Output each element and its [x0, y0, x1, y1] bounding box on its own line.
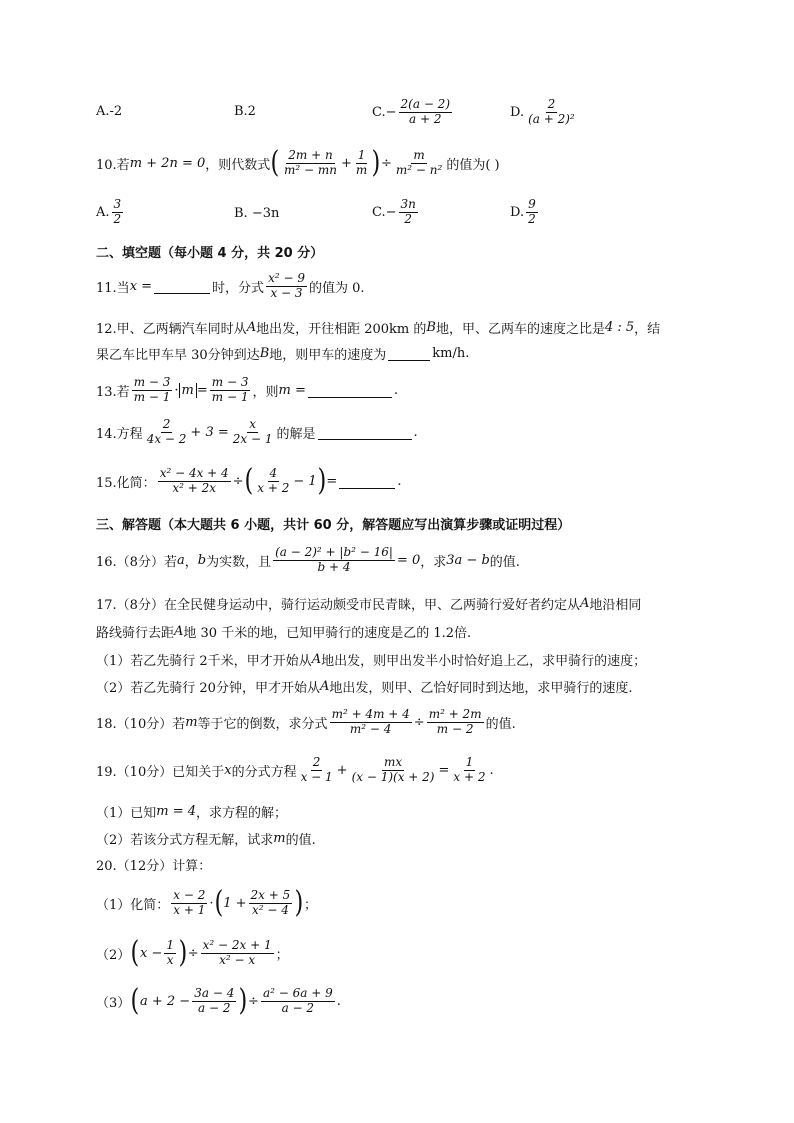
q19-end: .	[489, 762, 494, 778]
q19-fraction-3	[451, 756, 487, 785]
fraction-denominator: m	[355, 162, 368, 177]
q18-mid: 等于它的倒数，求分式	[197, 716, 328, 732]
q19-eq: =	[438, 762, 450, 778]
q19-var-x: x	[224, 762, 232, 778]
q17-text-c: 路线骑行去距	[96, 626, 175, 641]
q19-fraction-2	[350, 756, 437, 785]
left-paren: (	[130, 935, 140, 970]
fraction-denominator: 2	[113, 211, 122, 226]
fraction-denominator: a − 2	[198, 1000, 231, 1015]
q10-option-c-sign: −	[385, 204, 397, 220]
q20-part-2-x: x −	[140, 945, 163, 961]
fraction-numerator: 2(a − 2)	[400, 97, 451, 111]
q15-fraction-2	[255, 467, 291, 496]
q17-text-b: 地沿相同	[589, 598, 642, 613]
q9-option-b-text: B.2	[234, 104, 256, 119]
q20-part-1-fraction-2	[249, 889, 293, 918]
q11-mid: 时，分式	[212, 280, 265, 296]
q16-mid: 为实数，且	[206, 554, 272, 570]
question-12-line-2	[96, 344, 469, 363]
q15-eq: =	[326, 473, 338, 489]
question-19-part-2	[96, 829, 316, 848]
q12-text-e: 果乙车比甲车早 30分钟到达	[96, 348, 260, 363]
fraction-numerator: m² + 4m + 4	[331, 707, 410, 721]
q20-part-3-fraction-2	[261, 987, 335, 1016]
q18-tail: 的值.	[485, 716, 516, 732]
question-17-part-2	[96, 677, 632, 696]
q11-fraction	[266, 272, 307, 301]
q17-text-d: 地 30 千米的地，已知甲骑行的速度是乙的 1.2倍.	[183, 626, 472, 641]
fraction-numerator: mx	[383, 755, 403, 769]
fraction-denominator: x + 2	[257, 480, 290, 495]
question-15	[96, 463, 402, 498]
q17-point-a: A	[579, 596, 590, 611]
q10-mid: ，则代数式	[205, 157, 271, 173]
q16-tail: ，求	[420, 554, 447, 570]
q20-part-3-divide: ÷	[248, 993, 259, 1009]
fraction-denominator: m − 1	[211, 389, 249, 404]
fraction-numerator: 9	[528, 197, 536, 211]
answer-blank[interactable]	[339, 474, 395, 489]
q10-plus: +	[340, 155, 352, 171]
q9-option-b	[234, 104, 256, 119]
q10-option-a-label: A.	[96, 204, 110, 220]
fraction-numerator: 2m + n	[288, 147, 333, 162]
fraction-denominator: x² + 2x	[172, 480, 217, 495]
q20-part-1-fraction-1	[171, 889, 207, 918]
q17-point-a-4: A	[319, 679, 330, 694]
fraction-numerator: 2	[312, 755, 321, 769]
q19-plus: +	[336, 762, 348, 778]
fraction-numerator: 3	[113, 197, 122, 211]
fraction-numerator: a² − 6a + 9	[262, 985, 333, 1000]
fraction-denominator: (a + 2)²	[528, 111, 575, 126]
q10-option-c-fraction	[399, 198, 418, 227]
q9-option-a-text: A.-2	[96, 104, 123, 119]
q15-divide: ÷	[232, 473, 244, 489]
q20-part-1-one: 1 +	[223, 895, 247, 911]
q16-eq: = 0	[396, 552, 421, 568]
question-12-line-1	[96, 318, 660, 337]
q20-part-1-dot: ·	[209, 895, 214, 911]
fraction-numerator: 2x + 5	[250, 887, 291, 902]
fraction-denominator: x − 3	[270, 285, 303, 300]
q9-option-c-fraction	[399, 98, 452, 127]
q11-lead: 11.当	[96, 280, 130, 296]
fraction-denominator: (x − 1)(x + 2)	[351, 769, 435, 784]
answer-blank[interactable]	[308, 383, 392, 398]
question-20-part-2	[96, 935, 289, 970]
q20-part-3-a: a + 2 −	[140, 993, 191, 1009]
q20-part-3-lead: （3）	[96, 995, 131, 1011]
q10-tail: 的值为( )	[446, 157, 500, 173]
q10-fraction-3	[394, 149, 444, 178]
q12-text-b: 地出发，开往相距 200km 的	[256, 322, 427, 337]
q20-part-1-lead: （1）化简：	[96, 897, 170, 913]
q20-part-3-end: .	[336, 993, 341, 1009]
question-19-part-1	[96, 802, 287, 821]
q11-tail: 的值为 0.	[308, 280, 365, 296]
right-paren: )	[238, 983, 248, 1018]
q9-option-a	[96, 104, 122, 119]
fraction-denominator: x² − x	[219, 952, 256, 967]
question-20-part-1	[96, 885, 317, 920]
q12-text-f: 地，则甲车的速度为	[269, 348, 387, 363]
q19-var-m: m	[273, 831, 286, 846]
right-paren: )	[317, 463, 326, 498]
answer-blank[interactable]	[318, 425, 412, 440]
q14-tail: 的解是	[276, 426, 316, 442]
fraction-numerator: m	[413, 147, 425, 162]
q17-point-a-3: A	[311, 652, 322, 667]
q17-part-1-a: （1）若乙先骑行 2千米，甲才开始从	[96, 654, 312, 669]
right-paren: )	[178, 935, 188, 970]
q16-expr: 3a − b	[446, 552, 490, 568]
q9-option-d-label: D.	[510, 104, 525, 120]
fraction-denominator: b + 4	[317, 559, 351, 574]
answer-blank[interactable]	[388, 346, 430, 361]
q10-option-c	[372, 198, 420, 227]
fraction-numerator: x	[249, 417, 256, 431]
q19-part-1-cond: m = 4	[156, 804, 197, 819]
question-20-part-3	[96, 983, 341, 1018]
fraction-denominator: m² − 4	[349, 721, 392, 736]
q9-option-c-label: C.	[372, 104, 386, 120]
fraction-numerator: 3n	[400, 197, 416, 211]
q10-option-b-text: B. −3n	[234, 206, 280, 221]
question-11	[96, 272, 365, 301]
question-19	[96, 756, 494, 785]
fraction-numerator: 2	[547, 97, 556, 111]
fraction-denominator: a − 2	[281, 1000, 315, 1015]
q10-fraction-2	[354, 149, 369, 178]
fraction-denominator: m² − mn	[283, 162, 337, 177]
fraction-denominator: x	[166, 952, 174, 967]
q12-ratio: 4 : 5	[604, 320, 635, 335]
q20-part-1-end: ；	[303, 897, 317, 913]
fraction-numerator: 3a − 4	[194, 985, 235, 1000]
q10-lead: 10.若	[96, 157, 130, 173]
q13-var: m =	[278, 382, 306, 398]
q11-var: x =	[129, 278, 153, 294]
q12-point-b: B	[426, 320, 436, 335]
fraction-denominator: 4x − 2	[146, 431, 187, 446]
fraction-denominator: m − 2	[436, 721, 474, 736]
question-17-part-1	[96, 650, 646, 669]
q13-mid: ，则	[252, 384, 279, 400]
q10-fraction-1	[282, 149, 339, 178]
q17-part-2-a: （2）若乙先骑行 20分钟，甲才开始从	[96, 681, 320, 696]
q18-fraction-2	[427, 708, 484, 737]
q13-tail: .	[393, 382, 398, 398]
left-paren: (	[270, 145, 280, 180]
left-paren: (	[130, 983, 140, 1018]
q15-lead: 15.化简：	[96, 475, 156, 491]
q16-var-b: b	[197, 552, 207, 568]
q10-option-c-label: C.	[372, 204, 386, 220]
fraction-denominator: x + 1	[173, 902, 206, 917]
q19-lead: 19.（10分）已知关于	[96, 764, 225, 780]
fraction-numerator: m − 3	[133, 375, 171, 389]
q17-part-1-b: 地出发，则甲出发半小时恰好追上乙，求甲骑行的速度；	[321, 654, 647, 669]
fraction-denominator: 2x − 1	[232, 431, 273, 446]
q12-point-b-2: B	[259, 346, 270, 361]
q10-option-a-fraction	[112, 198, 124, 227]
section-3-heading: 三、解答题（本大题共 6 小题，共计 60 分，解答题应写出演算步骤或证明过程）	[96, 518, 571, 533]
q12-point-a: A	[246, 320, 257, 335]
section-2-heading: 二、填空题（每小题 4 分，共 20 分）	[96, 246, 324, 261]
q9-option-c-sign: −	[385, 104, 397, 120]
q14-end: .	[413, 424, 418, 440]
left-paren: (	[244, 463, 253, 498]
question-17-line-1	[96, 594, 641, 613]
fraction-numerator: 1	[357, 147, 366, 162]
question-17-line-2	[96, 622, 471, 641]
q12-text-a: 12.甲、乙两辆汽车同时从	[96, 322, 247, 337]
q18-divide: ÷	[413, 714, 425, 730]
q12-text-d: ，结	[634, 322, 661, 337]
q17-part-2-b: 地出发，则甲、乙恰好同时到达地，求甲骑行的速度.	[329, 681, 633, 696]
q20-part-3-fraction-1	[192, 987, 236, 1016]
q10-option-d	[510, 198, 540, 227]
fraction-numerator: x² − 2x + 1	[202, 937, 272, 952]
fraction-numerator: 4	[269, 465, 278, 480]
question-16	[96, 546, 520, 575]
q9-option-c	[372, 98, 454, 127]
q13-abs-value: m	[179, 383, 197, 398]
q19-part-2-a: （2）若该分式方程无解，试求	[96, 833, 274, 848]
q15-end: .	[397, 473, 402, 489]
fraction-numerator: m − 3	[211, 375, 249, 389]
q13-eq: =	[196, 382, 208, 398]
fraction-denominator: 2	[528, 211, 536, 226]
q10-condition: m + 2n = 0	[129, 155, 206, 171]
q9-option-d	[510, 98, 579, 127]
q20-part-2-fraction-2	[201, 939, 274, 968]
q20-part-2-divide: ÷	[187, 945, 199, 961]
fraction-denominator: x + 2	[453, 769, 486, 784]
question-14	[96, 418, 418, 447]
q15-fraction-1	[158, 467, 231, 496]
q12-unit: km/h.	[432, 346, 470, 361]
question-18	[96, 708, 516, 737]
fraction-denominator: x − 1	[300, 769, 333, 784]
q16-var-a: a	[176, 552, 185, 568]
q15-minus-one: − 1	[293, 473, 317, 489]
q17-text-a: 17.（8分）在全民健身运动中，骑行运动颇受市民青睐，甲、乙两骑行爱好者约定从	[96, 598, 580, 613]
fraction-denominator: a + 2	[409, 111, 442, 126]
q13-dot: ·	[174, 382, 179, 398]
q16-end: 的值.	[489, 554, 520, 570]
q12-text-c: 地，甲、乙两车的速度之比是	[435, 322, 605, 337]
q16-comma: ，	[184, 554, 198, 570]
fraction-denominator: m² − n²	[395, 162, 443, 177]
q14-fraction-2	[231, 418, 275, 447]
q14-mid: + 3 =	[190, 424, 229, 440]
fraction-numerator: 1	[166, 937, 174, 952]
right-paren: )	[294, 885, 304, 920]
question-20: 20.（12分）计算：	[96, 859, 212, 874]
fraction-numerator: 2	[162, 417, 171, 431]
q14-fraction-1	[145, 418, 189, 447]
q20-part-2-fraction-1	[164, 939, 176, 968]
q10-option-b	[234, 206, 279, 221]
q13-lead: 13.若	[96, 384, 130, 400]
q19-part-2-b: 的值.	[285, 833, 316, 848]
right-paren: )	[371, 145, 381, 180]
fraction-numerator: (a − 2)² + |b² − 16|	[275, 545, 393, 559]
q10-option-d-fraction	[526, 198, 538, 227]
left-paren: (	[213, 885, 223, 920]
q16-fraction	[273, 546, 395, 575]
q10-divide: ÷	[380, 155, 392, 171]
question-10	[96, 145, 500, 180]
fraction-numerator: 1	[465, 755, 474, 769]
fraction-denominator: x² − 4	[251, 902, 289, 917]
q17-point-a-2: A	[174, 624, 184, 639]
fraction-numerator: x² − 9	[268, 271, 305, 285]
q14-lead: 14.方程	[96, 426, 143, 442]
fraction-numerator: x − 2	[173, 887, 206, 902]
q20-part-2-lead: （2）	[96, 947, 131, 963]
q13-fraction-2	[210, 376, 251, 405]
q16-lead: 16.（8分）若	[96, 554, 177, 570]
q9-option-d-fraction	[526, 98, 577, 127]
q19-part-1-a: （1）已知	[96, 806, 157, 821]
q18-fraction-1	[330, 708, 412, 737]
q18-lead: 18.（10分）若	[96, 716, 186, 732]
q18-var-m: m	[185, 714, 198, 730]
q19-part-1-b: ，求方程的解；	[196, 806, 288, 821]
q13-fraction-1	[132, 376, 173, 405]
q19-fraction-1	[299, 756, 335, 785]
answer-blank[interactable]	[154, 279, 210, 294]
fraction-denominator: m − 1	[133, 389, 171, 404]
question-13	[96, 376, 398, 405]
fraction-denominator: 2	[404, 211, 413, 226]
q19-mid: 的分式方程	[231, 764, 297, 780]
fraction-numerator: x² − 4x + 4	[159, 465, 229, 480]
q10-option-a	[96, 198, 125, 227]
fraction-numerator: m² + 2m	[428, 707, 482, 721]
q10-option-d-label: D.	[510, 204, 525, 220]
q20-part-2-end: ；	[275, 947, 289, 963]
